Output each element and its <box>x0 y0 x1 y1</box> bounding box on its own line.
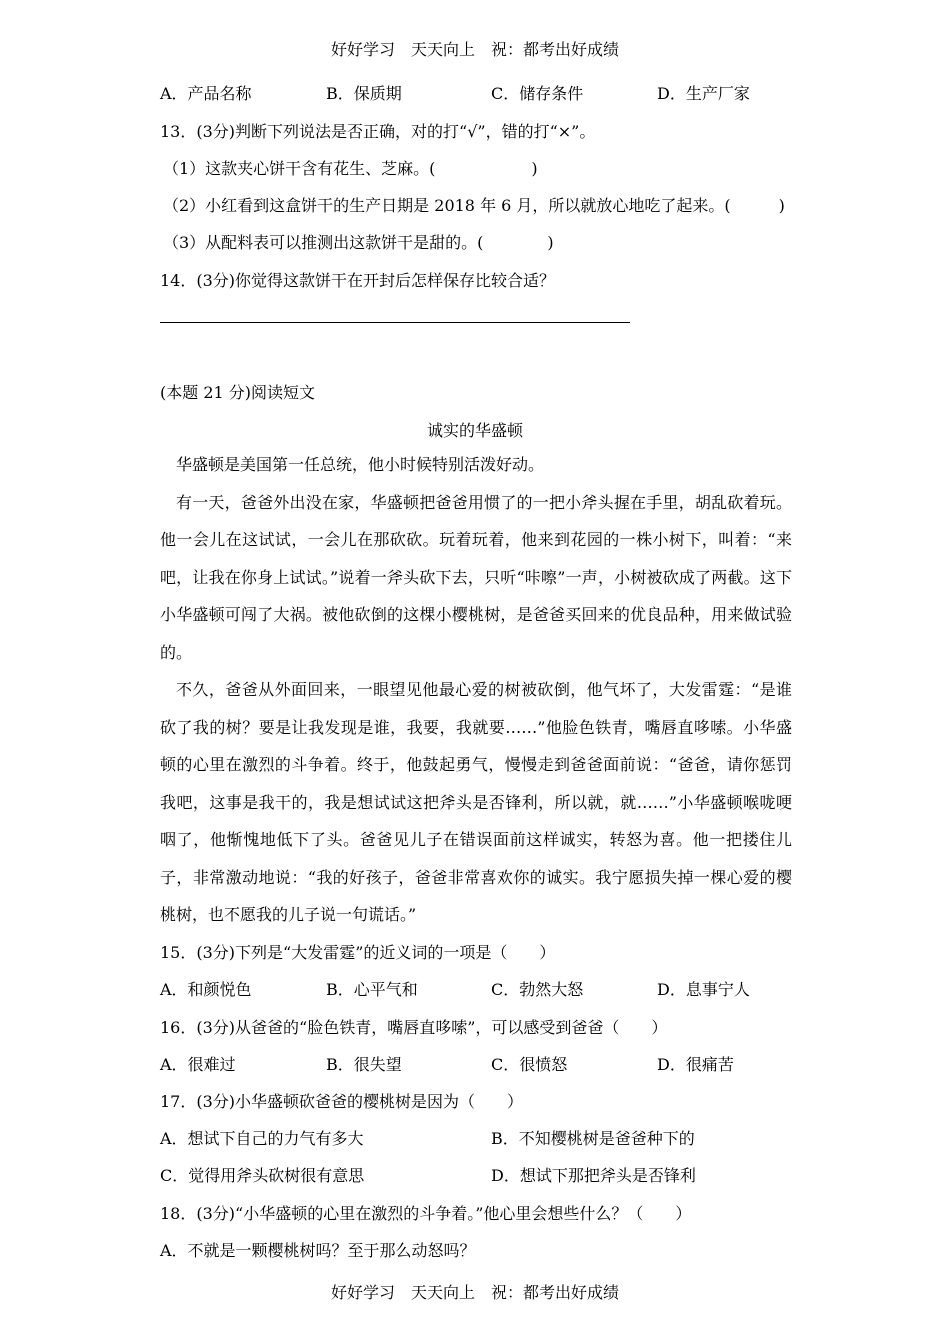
q14-stem: 14．(3分)你觉得这款饼干在开封后怎样保存比较合适？ <box>160 271 556 290</box>
passage-paragraph-2: 有一天，爸爸外出没在家，华盛顿把爸爸用惯了的一把小斧头握在手里，胡乱砍着玩。他一会儿在这试试，一会儿在那砍砍。玩着玩着，他来到花园的一株小树下，叫着：“来吧，让我在你身上试试。”说着一斧头砍下去，只听“咔嚓”一声，小树被砍成了两截。这下小华盛顿可闯了大祸。被他砍倒的这棵小樱桃树，是爸爸买回来的优良品种，用来做试验的。 <box>160 492 792 662</box>
q13-item-2: （2）小红看到这盒饼干的生产日期是 2018 年 6 月，所以就放心地吃了起来。( ) <box>163 196 785 215</box>
q15-option-b: B．心平气和 <box>326 980 418 999</box>
q14-answer-line <box>160 322 630 323</box>
q12-option-a: A．产品名称 <box>160 84 252 103</box>
q16-option-b: B．很失望 <box>326 1055 402 1074</box>
q13-stem: 13．(3分)判断下列说法是否正确，对的打“√”，错的打“×”。 <box>160 122 596 141</box>
q15-stem: 15．(3分)下列是“大发雷霆”的近义词的一项是（ ） <box>160 943 556 962</box>
q12-option-d: D．生产厂家 <box>657 84 750 103</box>
q16-stem: 16．(3分)从爸爸的“脸色铁青，嘴唇直哆嗦”，可以感受到爸爸（ ） <box>160 1018 668 1037</box>
q13-item-1: （1）这款夹心饼干含有花生、芝麻。( ) <box>163 159 538 178</box>
q16-option-d: D．很痛苦 <box>657 1055 734 1074</box>
q17-option-c: C．觉得用斧头砍树很有意思 <box>160 1166 365 1185</box>
q18-option-a: A．不就是一颗樱桃树吗？至于那么动怒吗？ <box>160 1241 476 1260</box>
q12-option-c: C．储存条件 <box>491 84 584 103</box>
q15-option-c: C．勃然大怒 <box>491 980 584 999</box>
q15-option-d: D．息事宁人 <box>657 980 750 999</box>
q17-option-d: D．想试下那把斧头是否锋利 <box>491 1166 696 1185</box>
passage-paragraph-3: 不久，爸爸从外面回来，一眼望见他最心爱的树被砍倒，他气坏了，大发雷霆：“是谁砍了我的树？要是让我发现是谁，我要，我就要……”他脸色铁青，嘴唇直哆嗦。小华盛顿的心里在激烈的斗争着。终于，他鼓起勇气，慢慢走到爸爸面前说：“爸爸，请你惩罚我吧，这事是我干的，我是想试试这把斧头是否锋利，所以就，就……”小华盛顿喉咙哽咽了，他惭愧地低下了头。爸爸见儿子在错误面前这样诚实，转怒为喜。他一把搂住儿子，非常激动地说：“我的好孩子，爸爸非常喜欢你的诚实。我宁愿损失掉一棵心爱的樱桃树，也不愿我的儿子说一句谎话。” <box>160 680 792 924</box>
q17-option-a: A．想试下自己的力气有多大 <box>160 1129 364 1148</box>
page-footer: 好好学习 天天向上 祝：都考出好成绩 <box>330 1283 619 1302</box>
passage-paragraph-1: 华盛顿是美国第一任总统，他小时候特别活泼好动。 <box>176 455 545 474</box>
q17-stem: 17．(3分)小华盛顿砍爸爸的樱桃树是因为（ ） <box>160 1092 524 1111</box>
q16-option-a: A．很难过 <box>160 1055 236 1074</box>
q17-option-b: B．不知樱桃树是爸爸种下的 <box>491 1129 695 1148</box>
passage <box>160 446 792 934</box>
q16-option-c: C．很愤怒 <box>491 1055 568 1074</box>
passage-title: 诚实的华盛顿 <box>426 421 523 440</box>
page-header: 好好学习 天天向上 祝：都考出好成绩 <box>330 40 619 59</box>
q15-option-a: A．和颜悦色 <box>160 980 252 999</box>
q18-stem: 18．(3分)“小华盛顿的心里在激烈的斗争着。”他心里会想些什么？（ ） <box>160 1204 692 1223</box>
section-heading: (本题 21 分)阅读短文 <box>160 383 316 402</box>
q13-item-3: （3）从配料表可以推测出这款饼干是甜的。( ) <box>163 233 554 252</box>
q12-option-b: B．保质期 <box>326 84 402 103</box>
